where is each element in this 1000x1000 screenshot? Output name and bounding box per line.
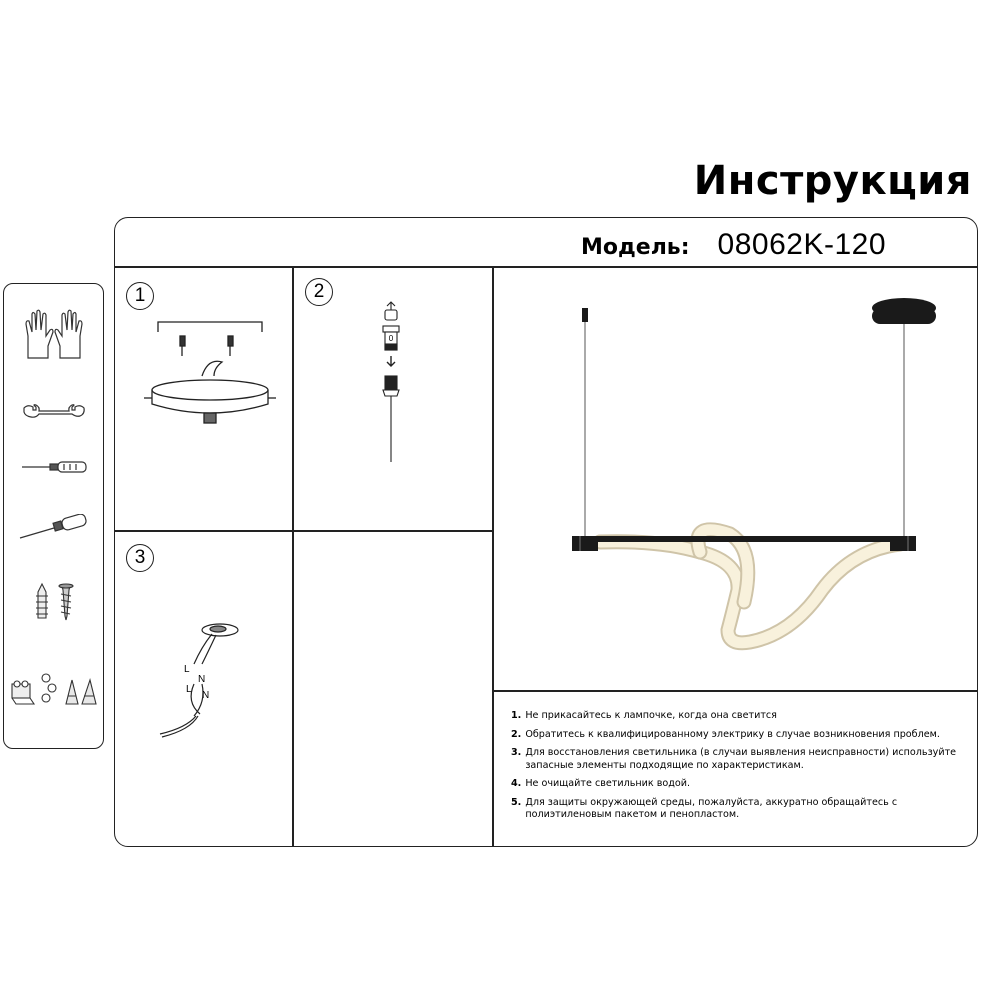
ceiling-mount-icon [140,314,280,434]
wire-label-n-top: N [198,674,206,685]
wire-label-l-bottom: L [186,684,192,695]
grid-line-col2 [492,266,494,846]
pendant-lamp-icon [560,290,950,660]
note-item: 3. Для восстановления светильника (в случаи выявления неисправности) используйте запасные элементы подходящие по характеристикам. [511,747,957,771]
grid-line-mid [115,530,492,532]
cable-clamp-icon [376,300,406,466]
model-label: Модель: [581,235,690,260]
note-item: 2. Обратитесь к квалифицированному электрику в случае возникновения проблем. [511,728,940,740]
small-screwdriver-icon [20,460,90,474]
step-3-number: 3 [126,544,154,572]
tools-panel [3,283,104,749]
grid-line-notes [492,690,977,692]
note-item: 5. Для защиты окружающей среды, пожалуйста, аккуратно обращайтесь с полиэтиленовым пакетом и пенопластом. [511,796,898,820]
step-2-number: 2 [305,278,333,306]
grid-line-top [115,266,977,268]
model-number: 08062K-120 [717,228,887,261]
wrench-icon [22,402,86,422]
anchor-and-screw-icon [30,582,80,622]
screwdriver-icon [18,514,90,542]
wiring-icon [150,616,250,738]
grid-line-col1 [292,266,294,846]
safety-notes [511,710,961,828]
wire-label-n-bottom: N [202,690,210,701]
connectors-icon [8,670,100,710]
note-item: 1. Не прикасайтесь к лампочке, когда она светится [511,710,777,721]
clamp-label: 0 [388,334,394,343]
step-1-number: 1 [126,282,154,310]
page-title: Инструкция [693,158,972,204]
model-row [581,228,886,262]
note-item: 4. Не очищайте светильник водой. [511,778,691,789]
gloves-icon [22,306,86,362]
wire-label-l-top: L [184,664,190,675]
